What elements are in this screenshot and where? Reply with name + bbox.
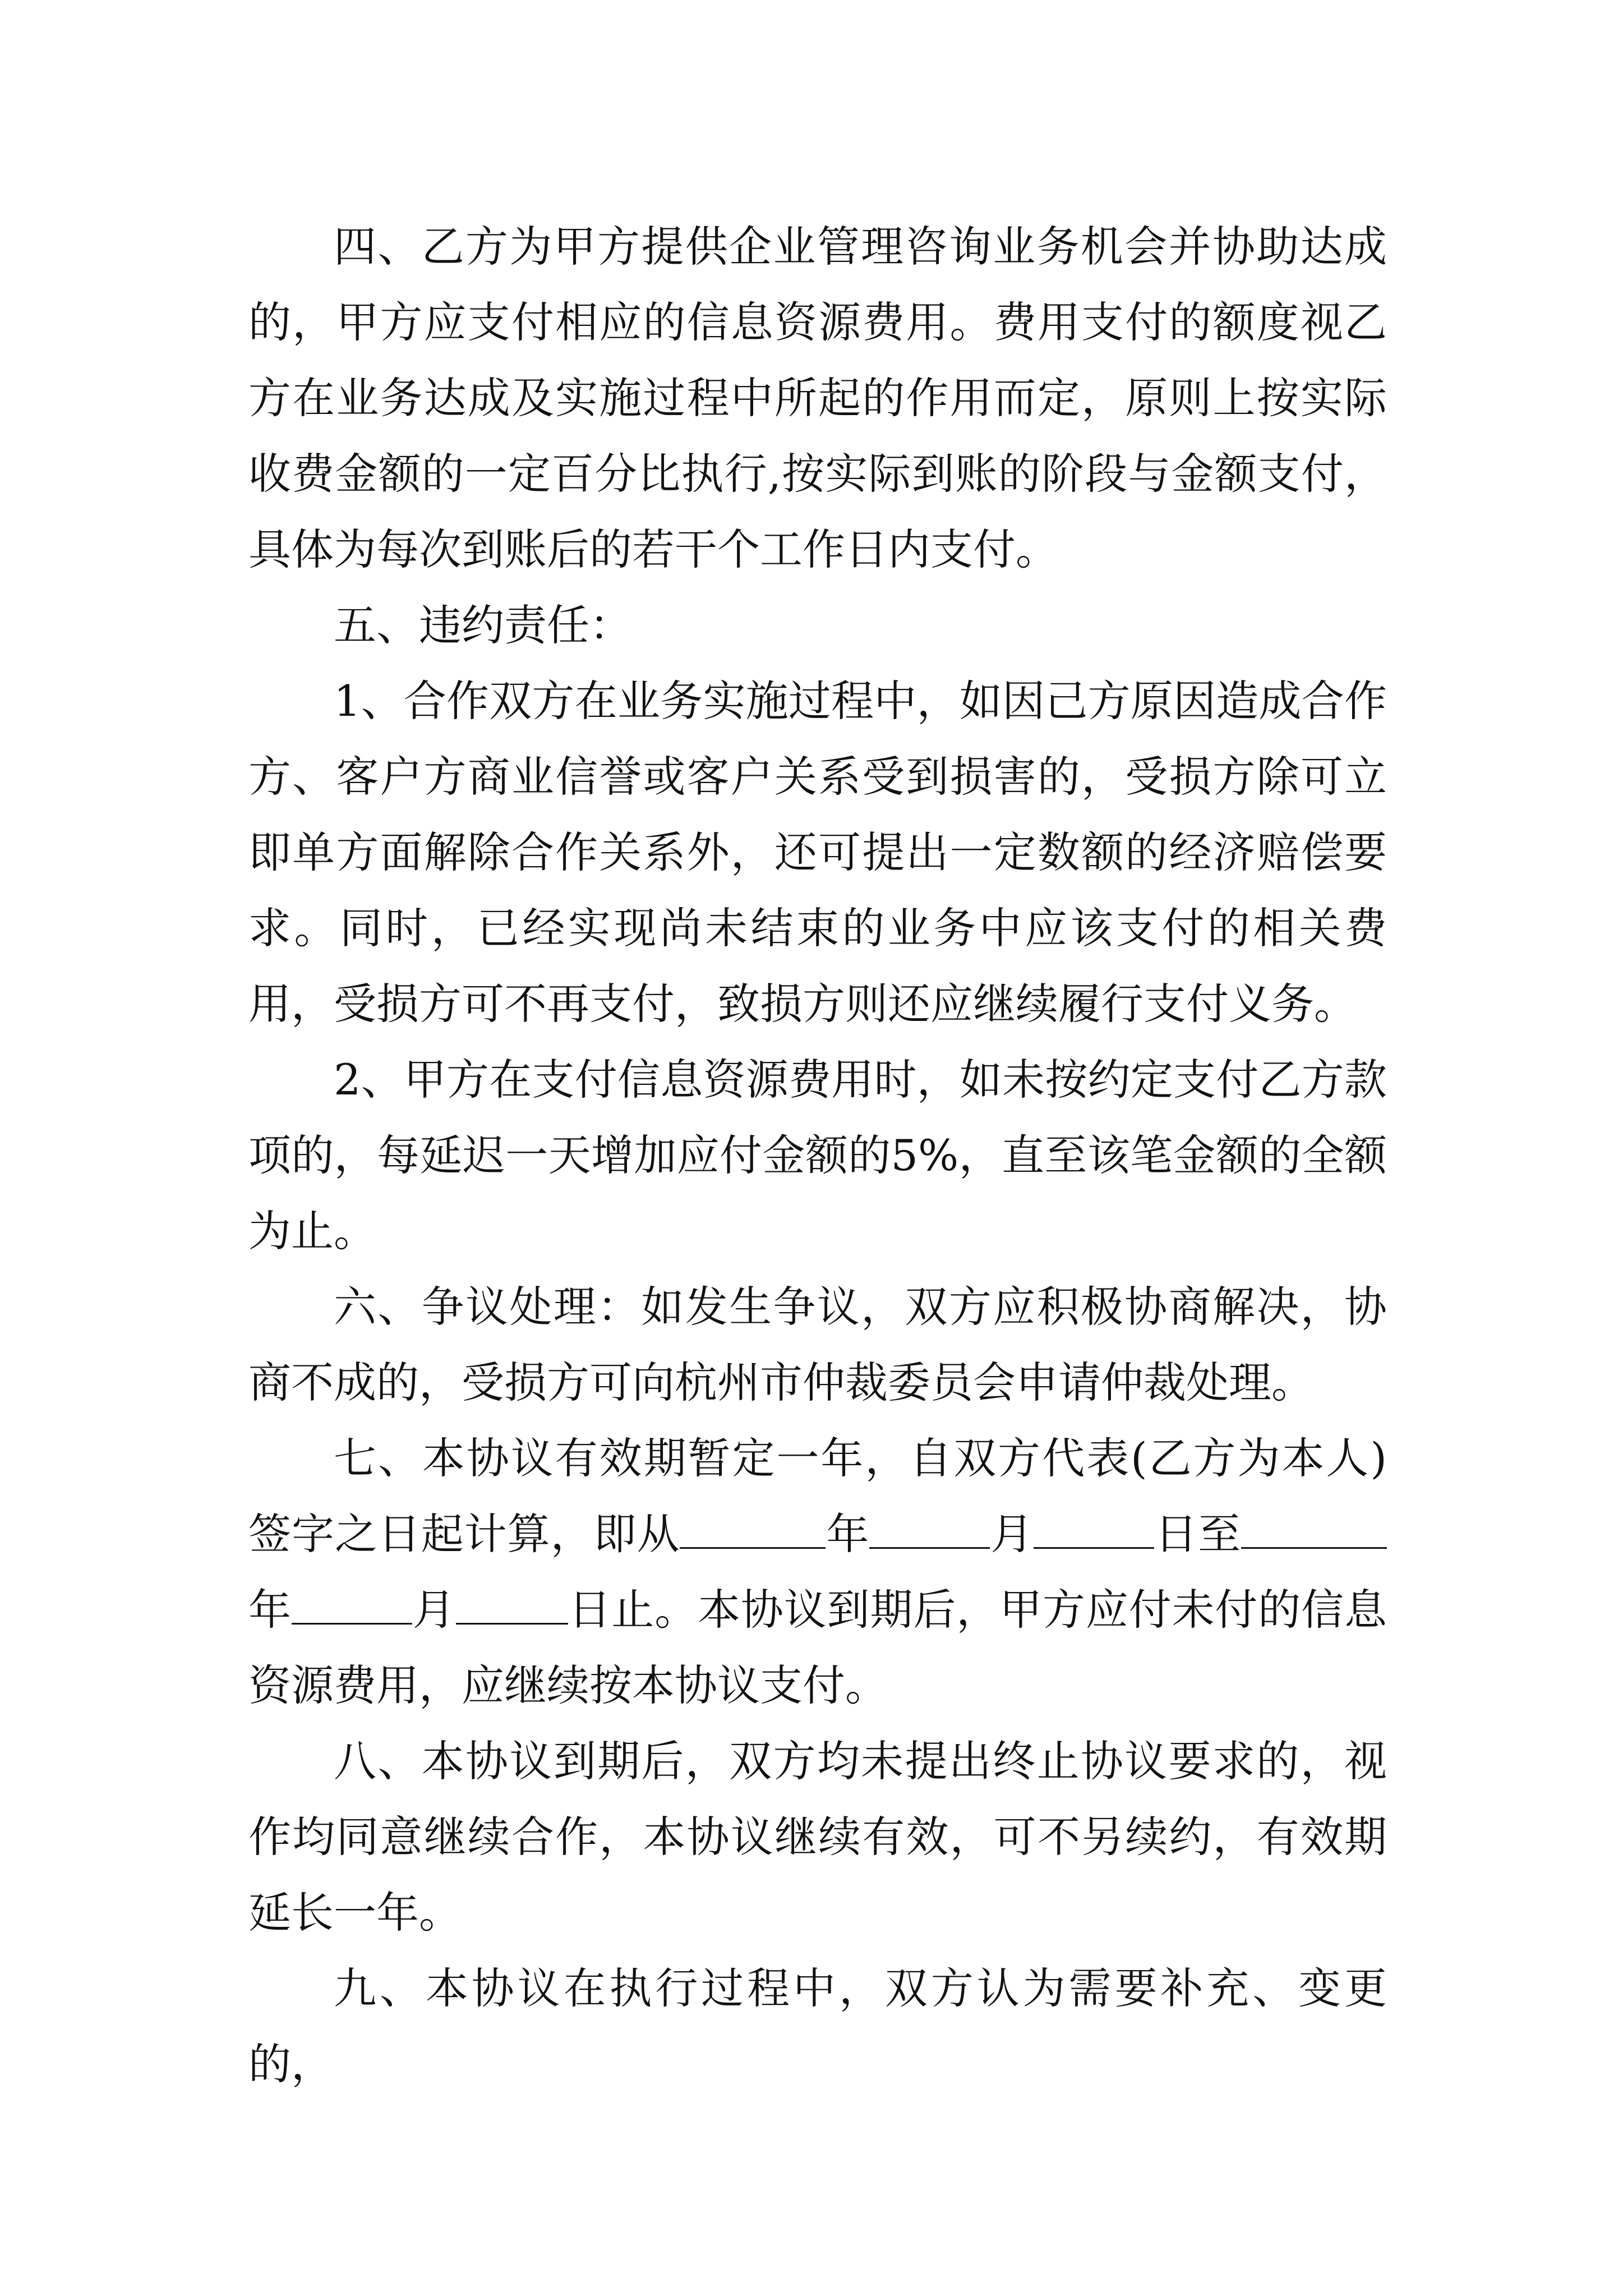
- label-month-2: 月: [412, 1585, 456, 1635]
- blank-end-year[interactable]: [1241, 1508, 1387, 1549]
- label-month-1: 月: [990, 1509, 1034, 1559]
- blank-start-year[interactable]: [680, 1508, 826, 1549]
- clause-7: [248, 1420, 1387, 1723]
- clause-5-item-1: 1、合作双方在业务实施过程中，如因己方原因造成合作方、客户方商业信誉或客户关系受到损害的，受损方除可立即单方面解除合作关系外，还可提出一定数额的经济赔偿要求。同时，已经实现尚未结束的业务中应该支付的相关费用，受损方可不再支付，致损方则还应继续履行支付义务。: [248, 676, 1387, 1029]
- clause-5-item-2: 2、甲方在支付信息资源费用时，如未按约定支付乙方款项的，每延迟一天增加应付金额的5%，直至该笔金额的全额为止。: [248, 1055, 1387, 1256]
- clause-4: 四、乙方为甲方提供企业管理咨询业务机会并协助达成的，甲方应支付相应的信息资源费用。费用支付的额度视乙方在业务达成及实施过程中所起的作用而定，原则上按实际收费金额的一定百分比执行,按实际到账的阶段与金额支付，具体为每次到账后的若干个工作日内支付。: [248, 222, 1387, 574]
- document-body: [248, 209, 1387, 2102]
- label-day-1: 日至: [1154, 1509, 1242, 1559]
- clause-8: 八、本协议到期后，双方均未提出终止协议要求的，视作均同意继续合作，本协议继续有效，可不另续约，有效期延长一年。: [248, 1736, 1387, 1938]
- label-year-1: 年: [826, 1509, 870, 1559]
- blank-start-month[interactable]: [869, 1508, 990, 1549]
- clause-5-heading: 五、违约责任：: [334, 600, 632, 650]
- clause-9: 九、本协议在执行过程中，双方认为需要补充、变更的，: [248, 1963, 1387, 2089]
- clause-6: 六、争议处理：如发生争议，双方应积极协商解决，协商不成的，受损方可向杭州市仲裁委员会申请仲裁处理。: [248, 1282, 1387, 1407]
- label-year-2: 年: [248, 1585, 292, 1635]
- blank-start-day[interactable]: [1034, 1508, 1154, 1549]
- blank-end-month[interactable]: [292, 1584, 412, 1625]
- clause-7-lead: 七、本协议有效期暂定一年，自双方代表(乙方为本人)签字之日起计算，即从: [248, 1433, 1387, 1559]
- blank-end-day[interactable]: [456, 1584, 568, 1625]
- clause-7-tail: 日止。本协议到期后，甲方应付未付的信息资源费用，应继续按本协议支付。: [248, 1585, 1387, 1710]
